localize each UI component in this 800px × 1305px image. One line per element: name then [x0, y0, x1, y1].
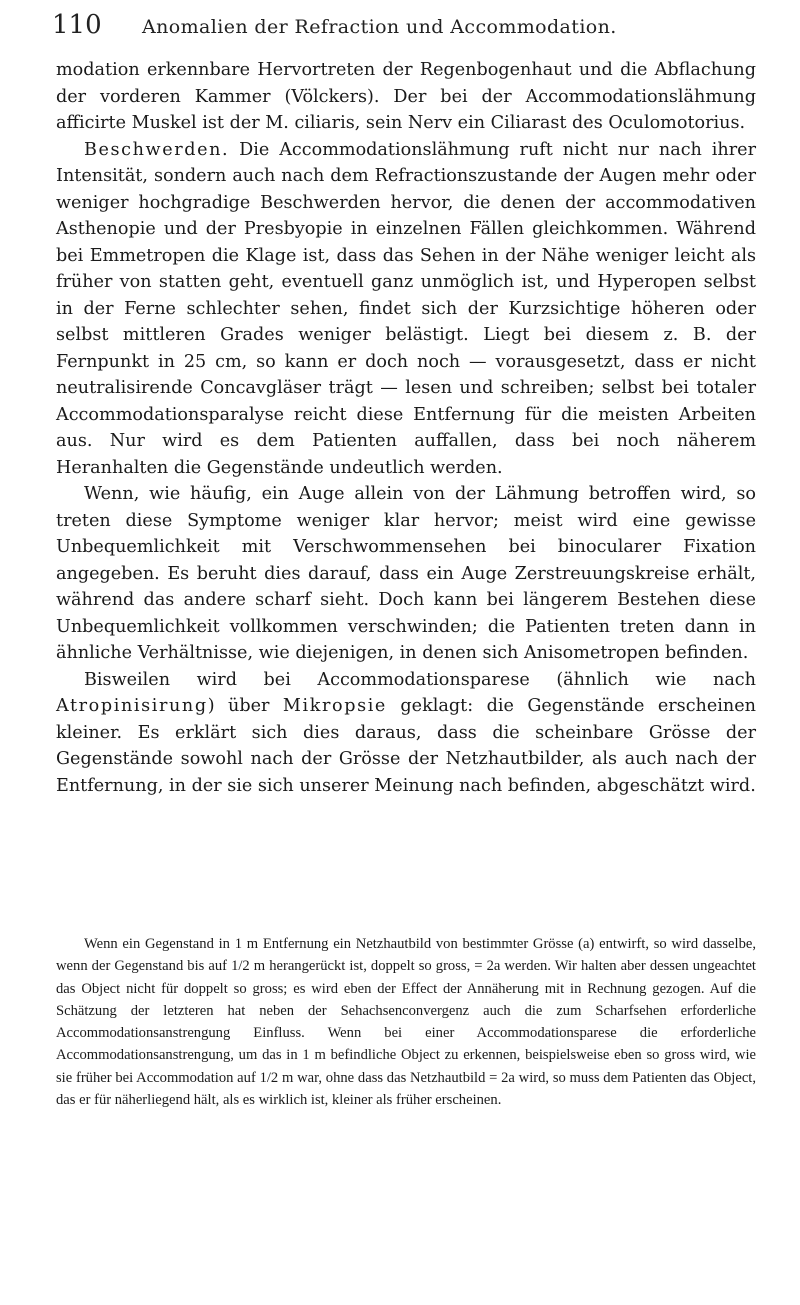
body-text	[56, 57, 756, 799]
paragraph-4-text-c: ) über	[207, 696, 283, 716]
paragraph-2-text: Die Accommodationslähmung ruft nicht nur nach ihrer Intensität, sondern auch nach dem Refractionszustande der Augen mehr oder weniger hochgradige Beschwerden hervor, die denen der accommodativen Asthenopie und der Presbyopie in einzelnen Fällen gleichkommen. Während bei Emmetropen die Klage ist, dass das Sehen in der Nähe weniger leicht als früher von statten geht, eventuell ganz unmöglich ist, und Hyperopen selbst in der Ferne schlechter sehen, findet sich der Kurzsichtige höheren oder selbst mittleren Grades weniger belästigt. Liegt bei diesem z. B. der Fernpunkt in 25 cm, so kann er doch noch — vorausgesetzt, dass er nicht neutralisirende Concavgläser trägt — lesen und schreiben; selbst bei totaler Accommodationsparalyse reicht diese Entfernung für die meisten Arbeiten aus. Nur wird es dem Patienten auffallen, dass bei noch näherem Heranhalten die Gegenstände undeutlich werden.	[56, 139, 756, 478]
paragraph-4-text-e: geklagt: die Gegenstände erscheinen kleiner. Es erklärt sich dies daraus, dass die scheinbare Grösse der Gegenstände sowohl nach der Grösse der Netzhautbilder, als auch nach der Entfernung, in der sie sich unserer Meinung nach befinden, abgeschätzt wird.	[56, 696, 756, 796]
paragraph-4-text-a: Bisweilen wird bei Accommodationsparese (ähnlich wie nach	[84, 669, 756, 690]
footnote-fraction-1: 1/2	[231, 958, 250, 975]
section-lead-beschwerden: Beschwerden.	[84, 139, 230, 160]
footnote-text-a: Wenn ein Gegenstand in 1 m Entfernung ein Netzhautbild von bestimmter Grösse (a) entwirft, so wird dasselbe, wenn der Gegenstand bis auf	[56, 936, 756, 975]
paragraph-4	[56, 667, 756, 800]
page-number: 110	[52, 10, 102, 40]
running-title: Anomalien der Refraction und Accommodation.	[142, 16, 617, 38]
footnote-text-b: m herangerückt ist, doppelt so gross, = 2a werden. Wir halten aber dessen ungeachtet das Object nicht für doppelt so gross; es wird eben der Effect der Annäherung mit in Rechnung gezogen. Auf die Schätzung der letzteren hat neben der Sehachsenconvergenz auch die zum Scharfsehen erforderliche Accommodationsanstrengung Einfluss. Wenn bei einer Accommodationsparese die erforderliche Accommodationsanstrengung, um das in 1 m befindliche Object zu erkennen, beispielsweise eben so gross wird, wie sie früher bei Accommodation auf	[56, 958, 756, 1086]
paragraph-3: Wenn, wie häufig, ein Auge allein von der Lähmung betroffen wird, so treten diese Symptome weniger klar hervor; meist wird eine gewisse Unbequemlichkeit mit Verschwommensehen bei binocularer Fixation angegeben. Es beruht dies darauf, dass ein Auge Zerstreuungskreise erhält, während das andere scharf sieht. Doch kann bei längerem Bestehen diese Unbequemlichkeit vollkommen verschwinden; die Patienten treten dann in ähnliche Verhältnisse, wie diejenigen, in denen sich Anisometropen befinden.	[56, 484, 756, 663]
footnote	[56, 933, 756, 1111]
term-mikropsie: Mikropsie	[282, 696, 387, 716]
paragraph-2	[56, 137, 756, 482]
footnote-fraction-2: 1/2	[259, 1069, 279, 1086]
paragraph-1: modation erkennbare Hervortreten der Regenbogenhaut und die Abflachung der vorderen Kammer (Völckers). Der bei der Accommodationslähmung afficirte Muskel ist der M. ciliaris, sein Nerv ein Ciliarast des Oculomotorius.	[56, 60, 756, 133]
page-header	[52, 10, 752, 50]
term-atropinisirung: Atropinisirung	[56, 696, 208, 716]
footnote-text-c: m war, ohne dass das Netzhautbild = 2a wird, so muss dem Patienten das Object, das er für näherliegend hält, als es wirklich ist, kleiner als früher erscheinen.	[56, 1069, 757, 1109]
